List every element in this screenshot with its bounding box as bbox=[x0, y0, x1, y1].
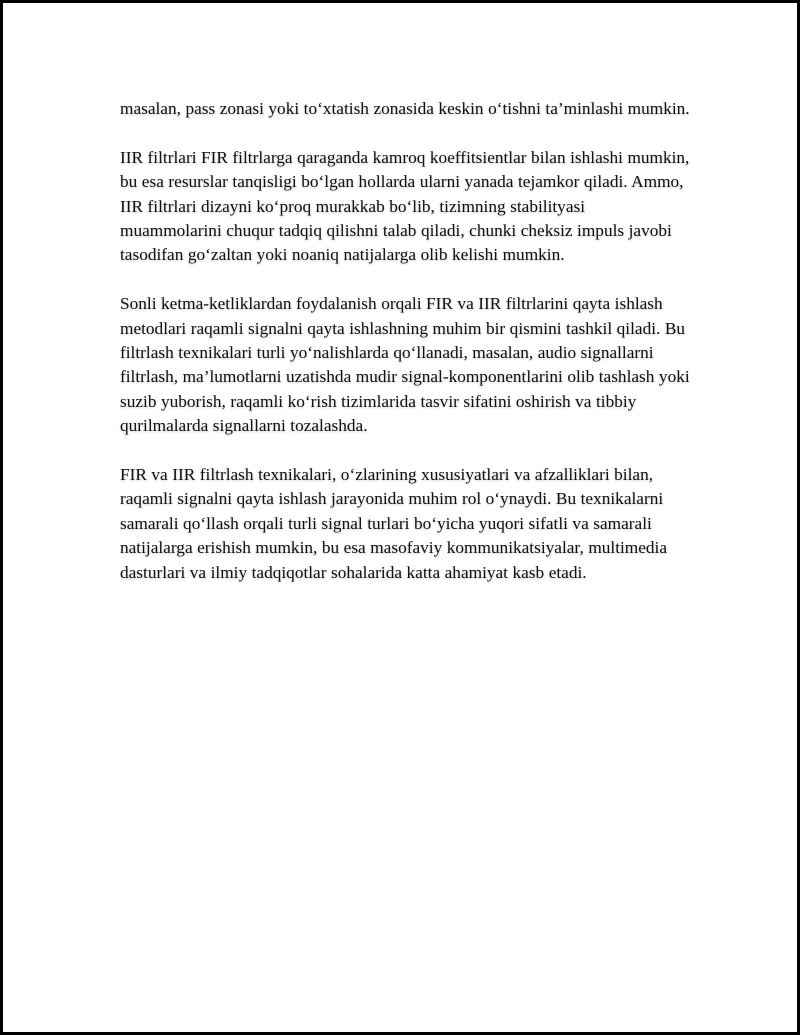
paragraph-2: IIR filtrlari FIR filtrlarga qaraganda kamroq koeffitsientlar bilan ishlashi mumkin, bu esa resurslar tanqisligi bo‘lgan hollarda ularni yanada tejamkor qiladi. Ammo, IIR filtrlari dizayni ko‘proq murakkab bo‘lib, tizimning stabilityasi muammolarini chuqur tadqiq qilishni talab qiladi, chunki cheksiz impuls javobi tasodifan go‘zaltan yoki noaniq natijalarga olib kelishi mumkin. bbox=[120, 147, 690, 265]
paragraph-1: masalan, pass zonasi yoki to‘xtatish zonasida keskin o‘tishni ta’minlashi mumkin. bbox=[120, 99, 690, 118]
paragraph-3: Sonli ketma-ketliklardan foydalanish orqali FIR va IIR filtrlarini qayta ishlash metodlari raqamli signalni qayta ishlashning muhim bir qismini tashkil qiladi. Bu filtrlash texnikalari turli yo‘nalishlarda qo‘llanadi, masalan, audio signallarni filtrlash, ma’lumotlarni uzatishda mudir signal-komponentlarini olib tashlash yoki suzib yuborish, raqamli ko‘rish tizimlarida tasvir sifatini oshirish va tibbiy qurilmalarda signallarni tozalashda. bbox=[120, 294, 690, 436]
paragraph-4: FIR va IIR filtrlash texnikalari, o‘zlarining xususiyatlari va afzalliklari bilan, raqamli signalni qayta ishlash jarayonida muhim rol o‘ynaydi. Bu texnikalarni samarali qo‘llash orqali turli signal turlari bo‘yicha yuqori sifatli va samarali natijalarga erishish mumkin, bu esa masofaviy kommunikatsiyalar, multimedia dasturlari va ilmiy tadqiqotlar sohalarida katta ahamiyat kasb etadi. bbox=[120, 465, 668, 582]
document-body bbox=[120, 97, 690, 609]
